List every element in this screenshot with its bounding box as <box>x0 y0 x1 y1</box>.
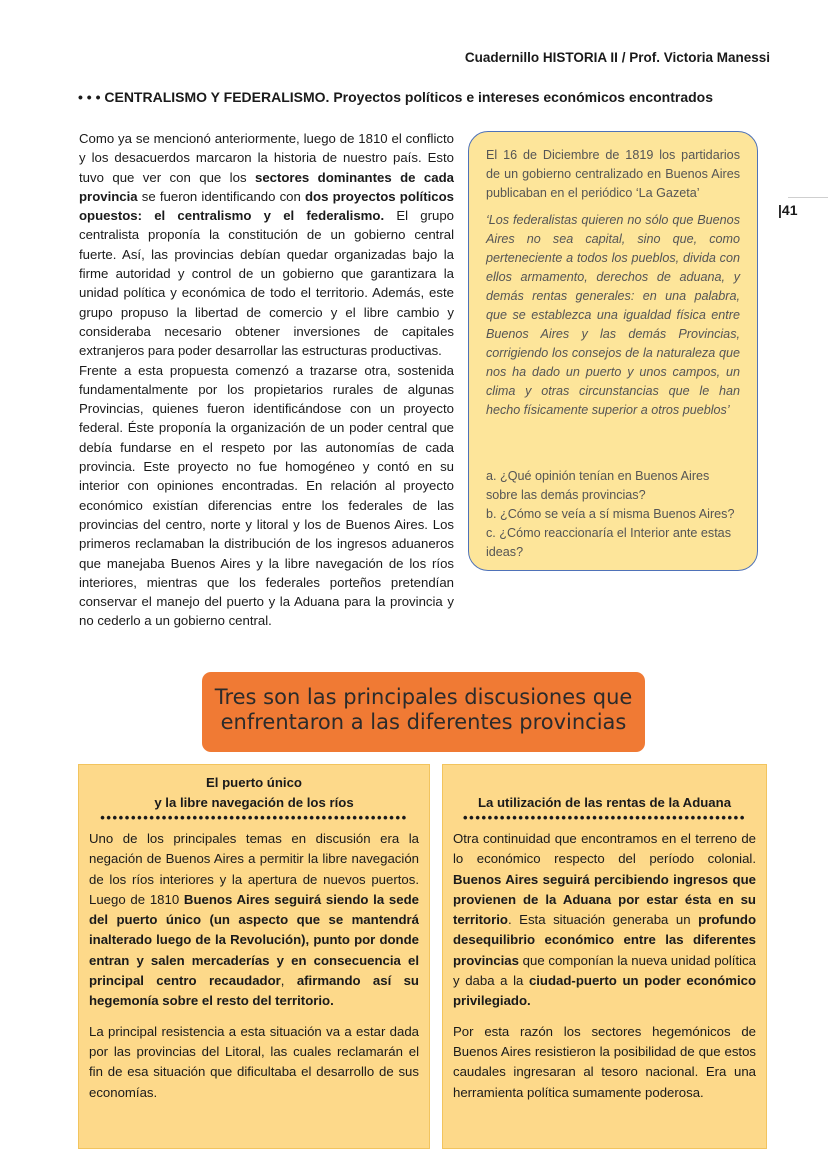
banner-line-2: enfrentaron a las diferentes provincias <box>220 710 627 734</box>
card-left-paragraph-2: La principal resistencia a esta situación va a estar dada por las provincias del Litoral, las cuales reclamarán el fin de esa situación que dificultaba el desarrollo de sus economías. <box>89 1023 419 1100</box>
discussion-banner <box>202 672 645 752</box>
question-b: b. ¿Cómo se veía a sí misma Buenos Aires? <box>486 507 735 521</box>
bold-text-run: sectores dominantes de cada provincia <box>79 169 454 204</box>
card-rentas-aduana <box>442 764 767 1149</box>
quote-intro: El 16 de Diciembre de 1819 los partidarios de un gobierno centralizado en Buenos Aires publicaban en el periódico ‘La Gazeta’ <box>486 148 740 200</box>
bold-text-run: ciudad-puerto un poder económico privilegiado. <box>453 973 757 1009</box>
section-title <box>78 89 778 105</box>
bold-text-run: profundo desequilibrio económico entre las diferentes provincias <box>453 912 756 968</box>
card-title-line-2: y la libre navegación de los ríos <box>154 795 354 810</box>
bold-text-run: afirmando así su hegemonía sobre el resto del territorio. <box>89 973 419 1009</box>
main-text <box>79 129 454 631</box>
bold-text-run: Buenos Aires seguirá percibiendo ingresos que provienen de la Aduana por estar ésta en su territorio <box>453 871 756 928</box>
card-title: La utilización de las rentas de la Aduana <box>477 795 732 810</box>
header-title: Cuadernillo HISTORIA II / Prof. Victoria Manessi <box>464 50 770 65</box>
text-run: El grupo centralista proponía la constitución de un gobierno central fuerte. Así, las provincias debían quedar organizadas bajo la firme autoridad y control de un gobierno que garantizara la unidad política y económica de todo el territorio. Además, este grupo propuso la libertad de comercio y el libre cambio y consideraba necesario obtener inversiones de capitales extranjeros para poder desarrollar las estructuras productivas. <box>79 208 454 359</box>
dotted-divider: •••••••••••••••••••••••••••••••••••••••••••••• <box>463 813 746 823</box>
main-paragraph-2: Frente a esta propuesta comenzó a trazarse otra, sostenida fundamentalmente por los propietarios rurales de algunas Provincias, quienes fueron identificándose con un proyecto federal. Éste proponía la organización de un poder central que debía fundarse en el respeto por las autonomías de cada provincia. Este proyecto no fue homogéneo y contó en su interior con opiniones encontradas. En relación al proyecto económico existían diferencias entre los federales de las provincias del centro, norte y litoral y los de Buenos Aires. Los primeros reclamaban la distribución de los ingresos aduaneros que manejaba Buenos Aires y la libre navegación de los ríos interiores, mientras que los federales porteños pretendían conservar el manejo del puerto y la Aduana para la provincia y no cederlo a un gobierno central. <box>79 362 454 629</box>
page-number: |41 <box>778 202 798 218</box>
questions <box>486 467 740 562</box>
card-title-line-1: El puerto único <box>206 775 302 790</box>
card-puerto-unico <box>78 764 430 1149</box>
main-paragraph-1 <box>79 129 454 361</box>
card-right-paragraph-2: Por esta razón los sectores hegemónicos de Buenos Aires resistieron la posibilidad de que estos caudales ingresaran al tesoro nacional. Era una herramienta política sumamente poderosa. <box>453 1023 756 1100</box>
text-run: Otra continuidad que encontramos en el terreno de lo económico respecto del período colonial. <box>453 831 756 867</box>
page-number-rule <box>788 197 828 198</box>
text-run: . Esta situación generaba un <box>507 912 699 928</box>
text-run: , <box>280 973 297 989</box>
bold-text-run: dos proyectos políticos opuestos: el centralismo y el federalismo. <box>79 188 454 224</box>
banner-line-1: Tres son las principales discusiones que <box>214 685 633 709</box>
quote-text: ‘Los federalistas quieren no sólo que Buenos Aires no sea capital, sino que, como perteneciente a todos los pueblos, divida con ellos armamento, derechos de aduana, y demás rentas generales: en una palabra, que se establezca una igualdad física entre Buenos Aires y las demás Provincias, corrigiendo los consejos de la naturaleza que nos ha dado un puerto y unos campos, un clima y otras circunstancias que le han hecho físicamente superior a otros pueblos’ <box>486 213 740 417</box>
card-right-paragraph-1 <box>453 829 756 1012</box>
text-run: que componían la nueva unidad política y daba a la <box>453 952 756 989</box>
bold-text-run: Buenos Aires seguirá siendo la sede del puerto único (un aspecto que se mantendrá inalterado luego de la Revolución), punto por donde entran y salen mercaderías y en consecuencia el principal centro recaudador <box>89 891 419 989</box>
text-run: Uno de los principales temas en discusión era la negación de Buenos Aires a permitir la libre navegación de los ríos interiores y la apertura de nuevos puertos. Luego de 1810 <box>89 831 419 907</box>
text-run: Como ya se mencionó anteriormente, luego de 1810 el conflicto y los desacuerdos marcaron la historia de nuestro país. Esto tuvo que ver con que los <box>79 131 454 185</box>
dotted-divider: •••••••••••••••••••••••••••••••••••••••••••••••••• <box>100 813 408 823</box>
section-bullets: • • • <box>78 89 101 105</box>
question-a: a. ¿Qué opinión tenían en Buenos Aires sobre las demás provincias? <box>486 469 710 502</box>
card-left-paragraph-1 <box>89 829 419 1012</box>
quote-box <box>468 131 758 571</box>
text-run: se fueron identificando con <box>137 188 305 204</box>
question-c: c. ¿Cómo reaccionaría el Interior ante estas ideas? <box>486 526 731 559</box>
section-title-text: CENTRALISMO Y FEDERALISMO. Proyectos políticos e intereses económicos encontrados <box>104 89 713 105</box>
